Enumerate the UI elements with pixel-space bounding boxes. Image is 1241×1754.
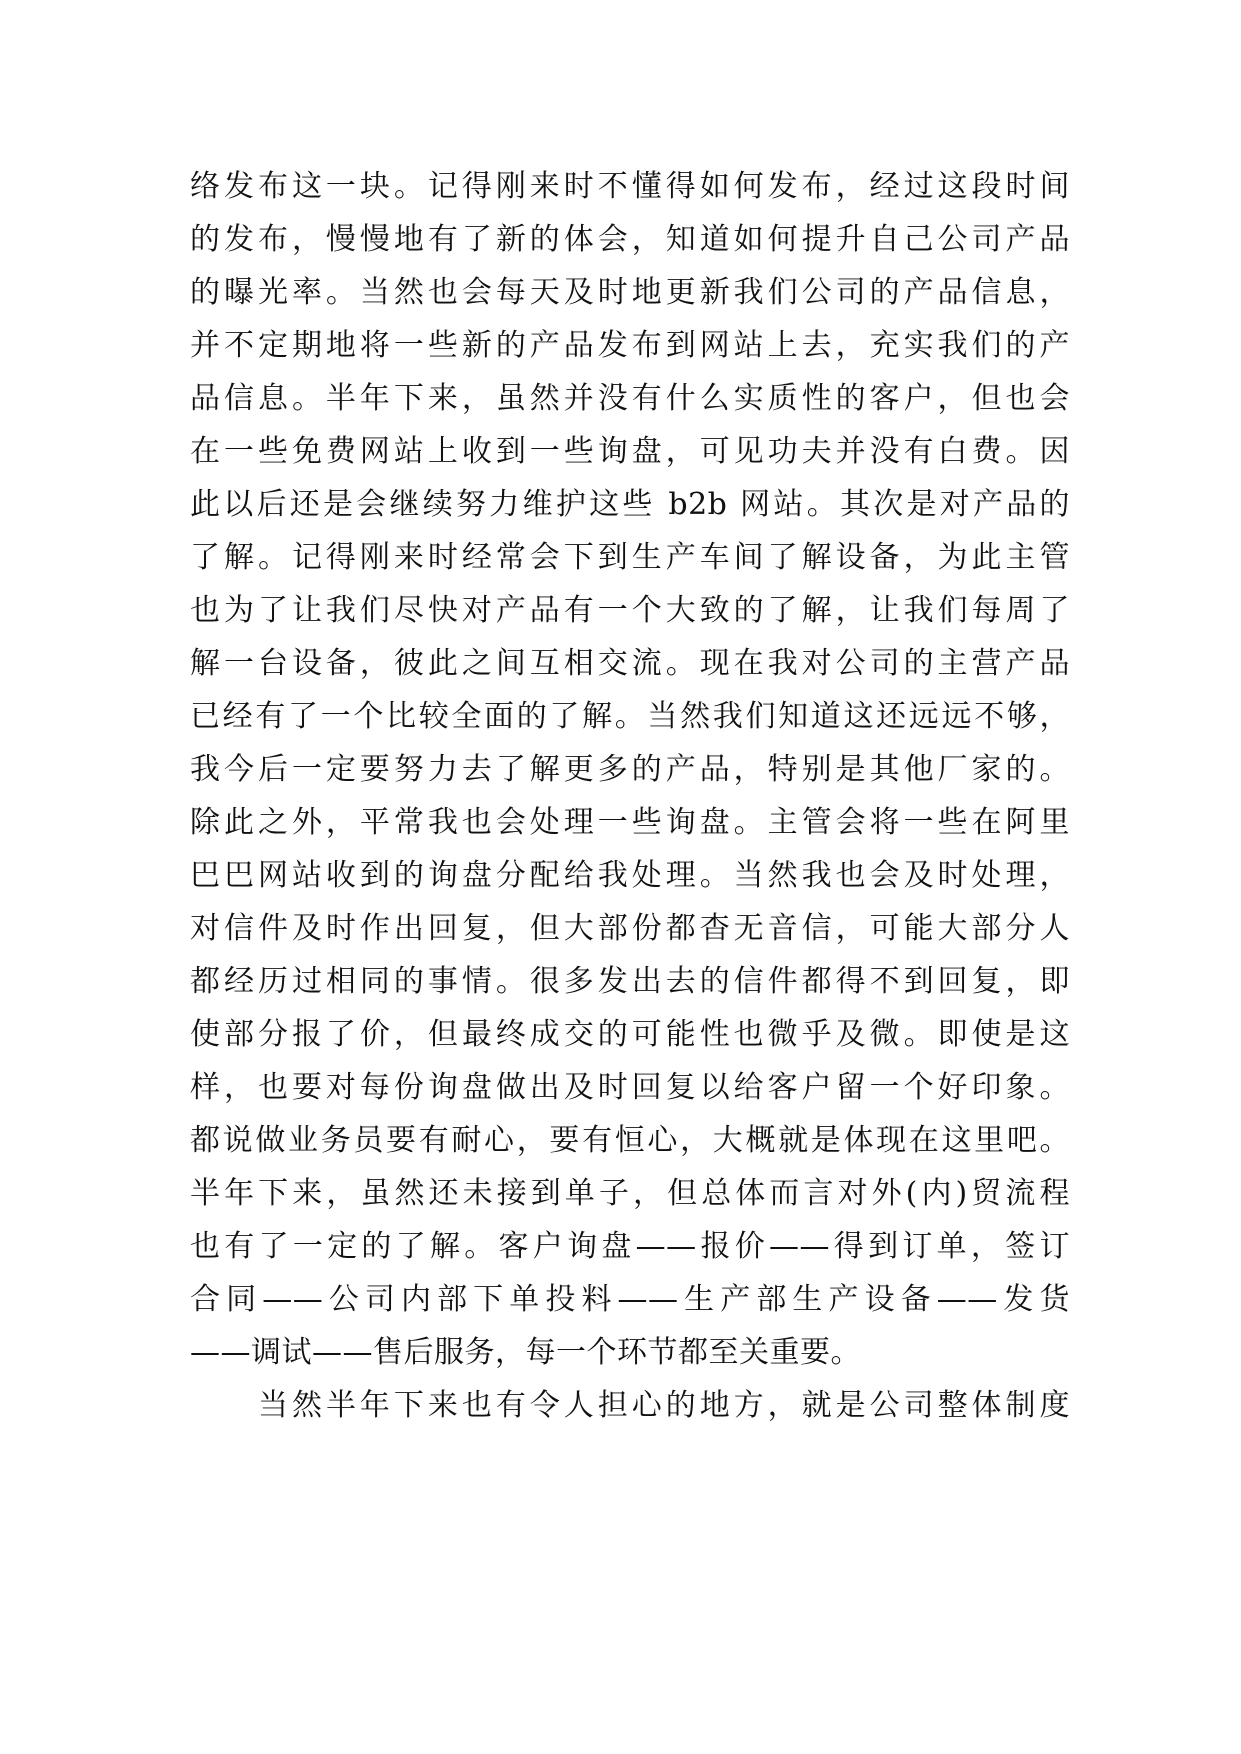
text-line: 样，也要对每份询盘做出及时回复以给客户留一个好印象。 <box>190 1070 1070 1105</box>
text-line: 了解。记得刚来时经常会下到生产车间了解设备，为此主管 <box>190 540 1070 575</box>
text-line: 已经有了一个比较全面的了解。当然我们知道这还远远不够， <box>190 699 1070 734</box>
text-line: 巴巴网站收到的询盘分配给我处理。当然我也会及时处理， <box>190 858 1070 893</box>
text-line: 的发布，慢慢地有了新的体会，知道如何提升自己公司产品 <box>190 222 1070 257</box>
text-line: 品信息。半年下来，虽然并没有什么实质性的客户，但也会 <box>190 381 1070 416</box>
text-line-paragraph-end: ——调试——售后服务，每一个环节都至关重要。 <box>190 1335 861 1370</box>
text-line: 半年下来，虽然还未接到单子，但总体而言对外(内)贸流程 <box>190 1176 1070 1211</box>
text-line: 我今后一定要努力去了解更多的产品，特别是其他厂家的。 <box>190 752 1070 787</box>
text-line: 在一些免费网站上收到一些询盘，可见功夫并没有白费。因 <box>190 434 1070 469</box>
text-line: 络发布这一块。记得刚来时不懂得如何发布，经过这段时间 <box>190 169 1070 204</box>
text-line: 都说做业务员要有耐心，要有恒心，大概就是体现在这里吧。 <box>190 1123 1070 1158</box>
text-line: 也为了让我们尽快对产品有一个大致的了解，让我们每周了 <box>190 593 1070 628</box>
text-line-paragraph-start: 当然半年下来也有令人担心的地方，就是公司整体制度 <box>258 1388 1070 1423</box>
text-line: 的曝光率。当然也会每天及时地更新我们公司的产品信息， <box>190 275 1070 310</box>
text-line: 解一台设备，彼此之间互相交流。现在我对公司的主营产品 <box>190 646 1070 681</box>
text-line: 除此之外，平常我也会处理一些询盘。主管会将一些在阿里 <box>190 805 1070 840</box>
body-text <box>190 160 1070 1432</box>
text-line: 并不定期地将一些新的产品发布到网站上去，充实我们的产 <box>190 328 1070 363</box>
text-line: 对信件及时作出回复，但大部份都杳无音信，可能大部分人 <box>190 911 1070 946</box>
text-line: 也有了一定的了解。客户询盘——报价——得到订单，签订 <box>190 1229 1070 1264</box>
text-line: 合同——公司内部下单投料——生产部生产设备——发货 <box>190 1282 1070 1317</box>
text-line: 都经历过相同的事情。很多发出去的信件都得不到回复，即 <box>190 964 1070 999</box>
text-line: 此以后还是会继续努力维护这些 b2b 网站。其次是对产品的 <box>190 487 1070 522</box>
text-line: 使部分报了价，但最终成交的可能性也微乎及微。即使是这 <box>190 1017 1070 1052</box>
